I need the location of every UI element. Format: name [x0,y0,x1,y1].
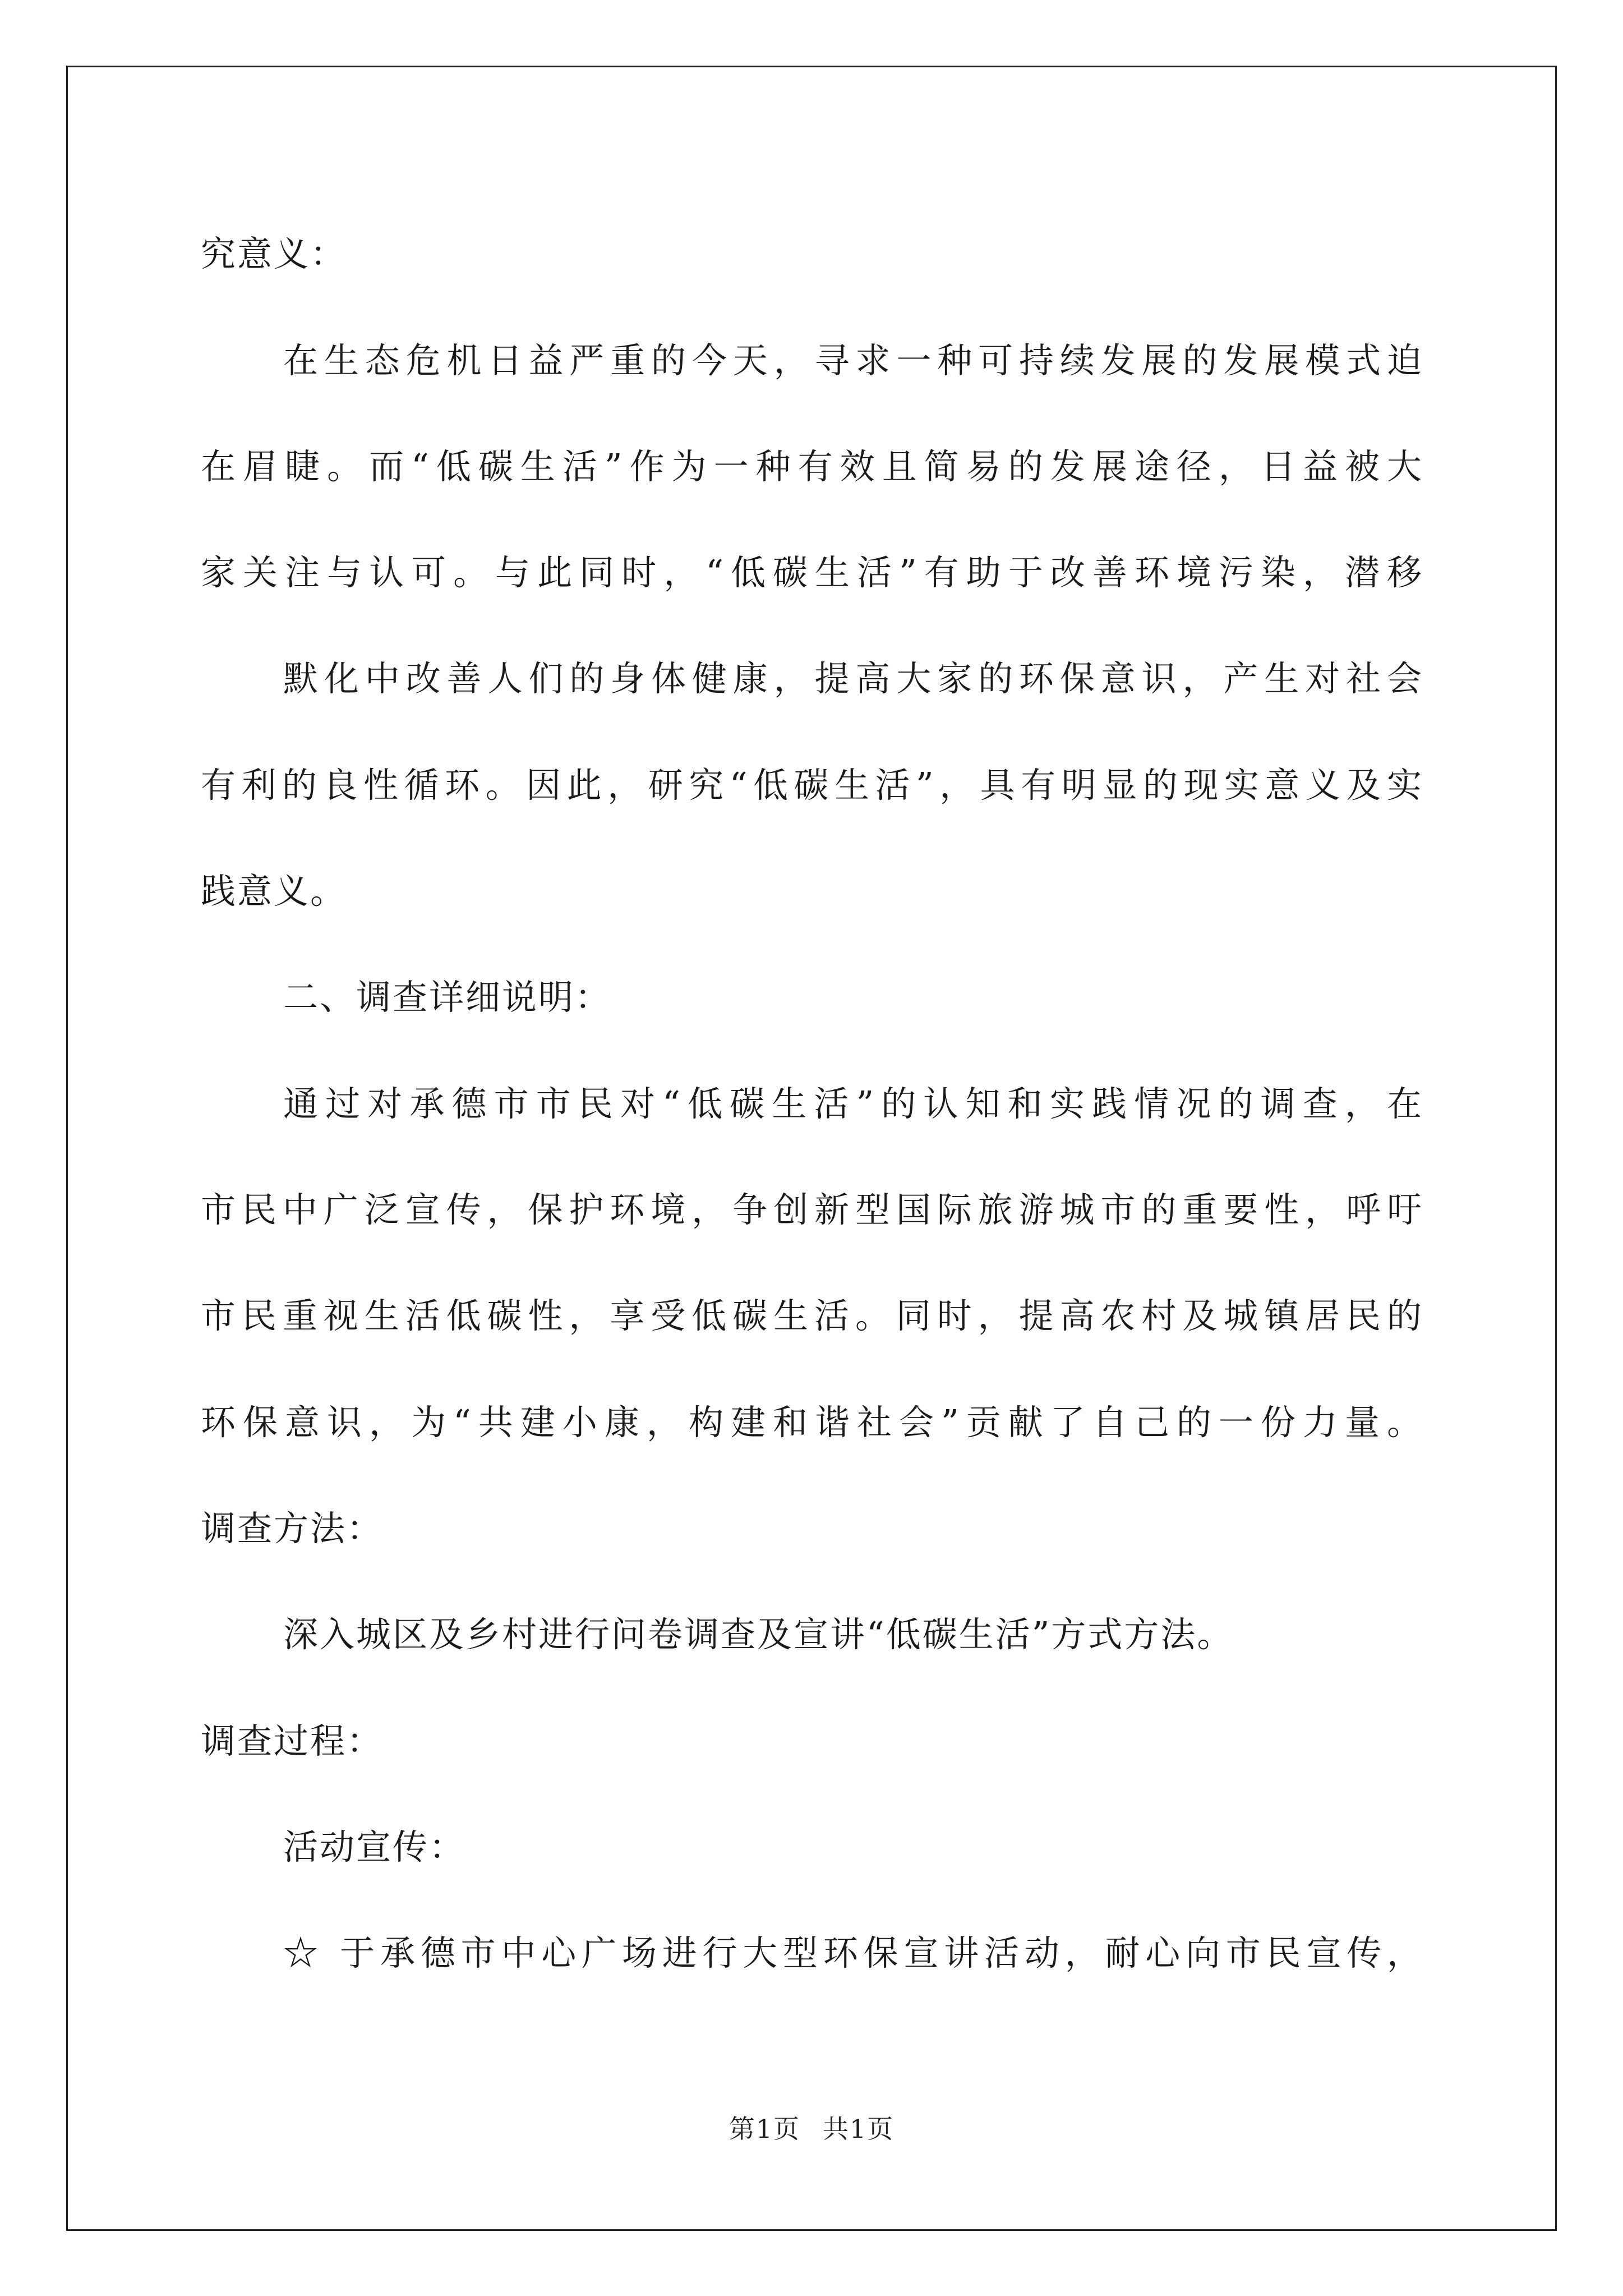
subheading-promotion: 活动宣传： [283,1826,466,1867]
text-line: 默化中改善人们的身体健康，提高大家的环保意识，产生对社会 [283,658,1423,699]
text-line: 有利的良性循环。因此，研究“低碳生活”，具有明显的现实意义及实 [201,765,1423,806]
text-line: 在生态危机日益严重的今天，寻求一种可持续发展的发展模式迫 [283,340,1423,381]
page-number-current: 第1页 [728,2114,800,2144]
subheading-process: 调查过程： [201,1720,384,1761]
text-line: 家关注与认可。与此同时，“低碳生活”有助于改善环境污染，潜移 [201,552,1423,593]
bullet-line: ☆ 于承德市中心广场进行大型环保宣讲活动，耐心向市民宣传， [283,1932,1423,1973]
text-line: 市民重视生活低碳性，享受低碳生活。同时，提高农村及城镇居民的 [201,1295,1423,1336]
text-line: 在眉睫。而“低碳生活”作为一种有效且简易的发展途径，日益被大 [201,446,1423,487]
section-heading: 二、调查详细说明： [283,977,612,1018]
page-border [66,66,1557,2231]
text-line: 践意义。 [201,871,347,912]
page-footer [0,2112,1623,2146]
text-line: 深入城区及乡村进行问卷调查及宣讲“低碳生活”方式方法。 [283,1614,1234,1655]
text-line: 究意义： [201,233,347,274]
text-line: 通过对承德市市民对“低碳生活”的认知和实践情况的调查，在 [283,1083,1423,1124]
page-number-total: 共1页 [823,2114,895,2144]
subheading-method: 调查方法： [201,1508,384,1549]
text-line: 市民中广泛宣传，保护环境，争创新型国际旅游城市的重要性，呼吁 [201,1189,1423,1230]
text-line: 环保意识，为“共建小康，构建和谐社会”贡献了自己的一份力量。 [201,1402,1423,1443]
